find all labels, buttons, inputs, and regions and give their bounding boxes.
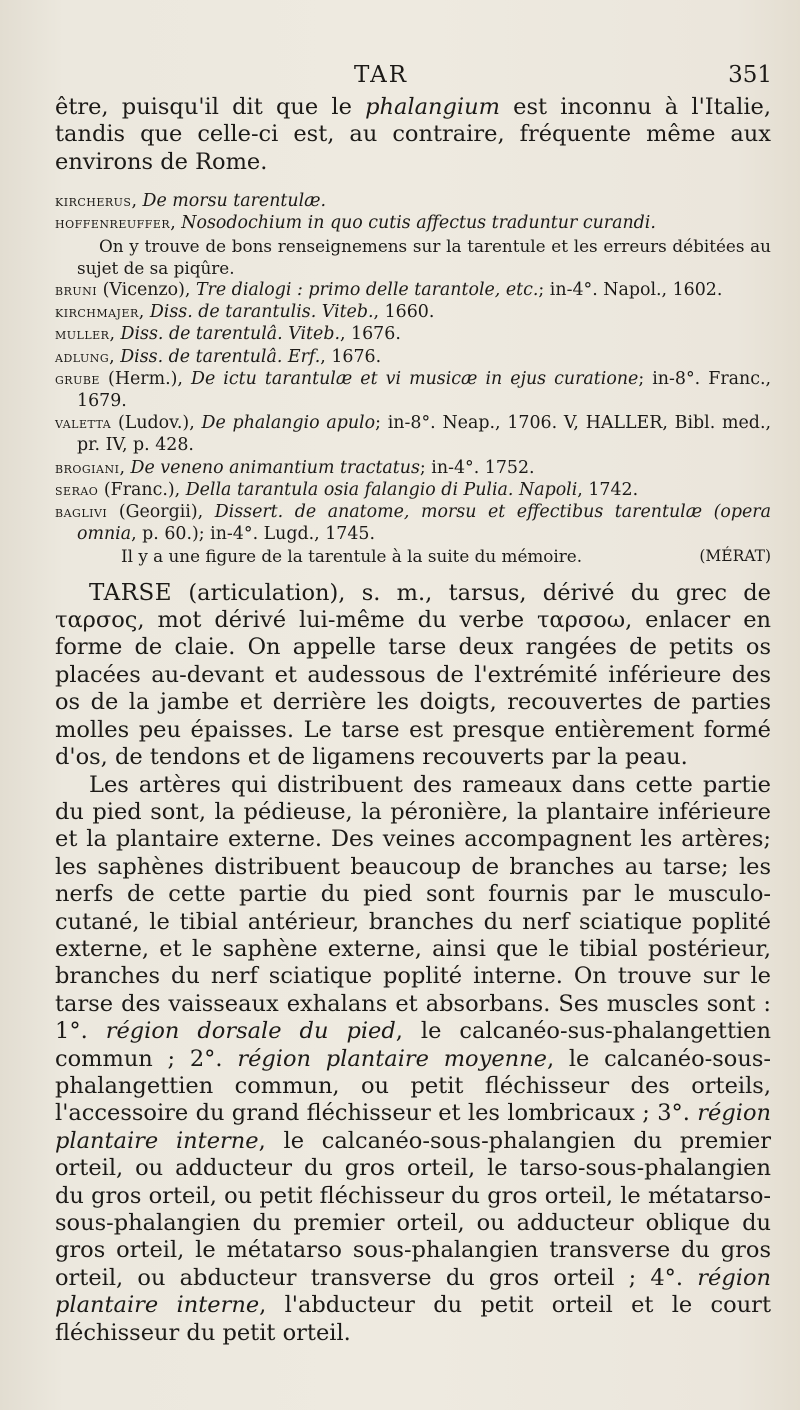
intro-paragraph: être, puisqu'il dit que le phalangium est inconnu à l'Italie, tandis que celle-ci est, au contraire, fréquente même aux environs de Rome. bbox=[55, 94, 772, 175]
bib-entry: adlung, Diss. de tarentulâ. Erf., 1676. bbox=[55, 346, 382, 367]
anatomy-paragraph: Les artères qui distribuent des rameaux dans cette partie du pied sont, la pédieuse, la péronière, la plantaire inférieure et la plantaire externe. Des veines accompagnent les artères; les saphènes distribuent beaucoup de branches au tarse; les nerfs de cette partie du pied sont fournis par le musculo-cutané, le tibial antérieur, branches du nerf sciatique poplité externe, et le saphène externe, ainsi que le tibial postérieur, branches du nerf sciatique poplité interne. On trouve sur le tarse des vaisseaux exhalans et absorbans. Ses muscles sont : 1°. région dorsale du pied, le calcanéo-sus-phalangettien commun ; 2°. région plantaire moyenne, le calcanéo-sous-phalangettien commun, ou petit fléchisseur des orteils, l'accessoire du grand fléchisseur et les lombricaux ; 3°. région plantaire interne, le calcanéo-sous-phalangien du premier orteil, ou adducteur du gros orteil, le tarso-sous-phalangien du gros orteil, ou petit fléchisseur du gros orteil, le métatarso-sous-phalangien du premier orteil, ou adducteur oblique du gros orteil, le métatarso sous-phalangien transverse du gros orteil, ou abducteur transverse du gros orteil ; 4°. région plantaire interne, l'abducteur du petit orteil et le court fléchisseur du petit orteil. bbox=[55, 771, 771, 1346]
page-header bbox=[0, 62, 800, 98]
running-head: TAR bbox=[354, 62, 409, 88]
bib-entry: bruni (Vicenzo), Tre dialogi : primo delle tarantole, etc.; in-4°. Napol., 1602. bbox=[55, 280, 723, 301]
bib-entry: brogiani, De veneno animantium tractatus; in-4°. 1752. bbox=[55, 457, 535, 478]
bib-entry: grube (Herm.), De ictu tarantulæ et vi musicæ in ejus curatione; in-8°. Franc., 1679. bbox=[55, 368, 771, 412]
bibliography bbox=[55, 190, 771, 567]
entry-headword: TARSE bbox=[89, 579, 173, 606]
author-signature: (MÉRAT) bbox=[699, 547, 771, 566]
bib-entry: kircherus, De morsu tarentulæ. bbox=[55, 191, 327, 212]
bib-entry: baglivi (Georgii), Dissert. de anatome, morsu et effectibus tarentulæ (opera omnia, p. 60.); in-4°. Lugd., 1745. bbox=[55, 502, 771, 545]
bib-entry: serao (Franc.), Della tarantula osia falangio di Pulia. Napoli, 1742. bbox=[55, 479, 639, 500]
page-number: 351 bbox=[728, 62, 772, 88]
bib-entry: kirchmajer, Diss. de tarantulis. Viteb., 1660. bbox=[55, 302, 435, 323]
bib-entry: hoffenreuffer, Nosodochium in quo cutis affectus traduntur curandi. bbox=[55, 213, 656, 234]
intro-term: phalangium bbox=[365, 94, 500, 120]
entry-paragraph: TARSE (articulation), s. m., tarsus, dérivé du grec de ταρσος, mot dérivé lui-même du verbe ταρσοω, enlacer en forme de claie. On appelle tarse deux rangées de petits os placées au-devant et audessous de l'extrémité inférieure des os de la jambe et derrière les doigts, recouvertes de parties molles peu épaisses. Le tarse est presque entièrement formé d'os, de tendons et de ligamens recouverts par la peau. bbox=[55, 579, 771, 771]
section-spacer bbox=[55, 568, 771, 580]
page-content bbox=[55, 94, 771, 1347]
bib-entry: muller, Diss. de tarentulâ. Viteb., 1676. bbox=[55, 324, 401, 345]
bib-note: On y trouve de bons renseignemens sur la tarentule et les erreurs débitées au sujet de sa piqûre. bbox=[77, 235, 771, 278]
bib-entry: valetta (Ludov.), De phalangio apulo; in-8°. Neap., 1706. V, HALLER, Bibl. med., pr. IV, p. 428. bbox=[55, 413, 771, 456]
bib-final-note: Il y a une figure de la tarentule à la suite du mémoire. (MÉRAT) bbox=[121, 546, 771, 567]
